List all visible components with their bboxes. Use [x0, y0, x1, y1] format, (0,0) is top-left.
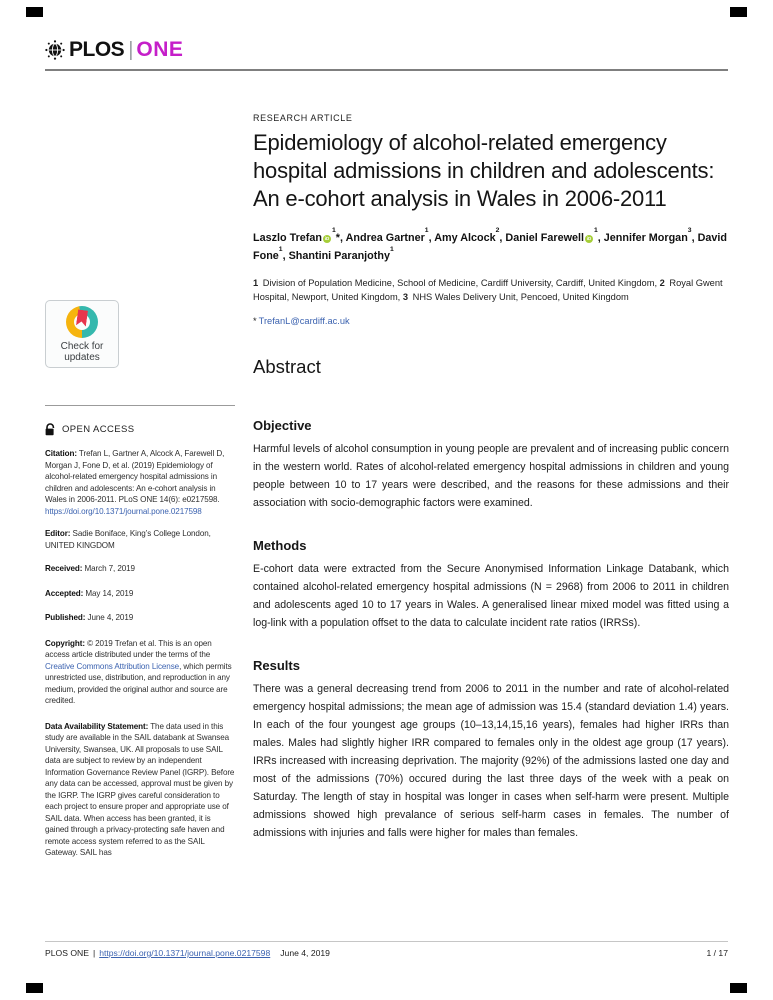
editor-text: Sadie Boniface, King’s College London, UNITED KINGDOM: [45, 529, 211, 550]
citation-doi-link[interactable]: https://doi.org/10.1371/journal.pone.0217598: [45, 506, 202, 516]
copyright-block: [45, 638, 235, 707]
author-superscript: 1: [332, 227, 336, 234]
data-availability-label: Data Availability Statement:: [45, 721, 149, 731]
affiliation-number: 2: [659, 278, 665, 289]
received-text: March 7, 2019: [82, 564, 135, 573]
cc-license-link[interactable]: Creative Commons Attribution License: [45, 661, 180, 671]
author: Andrea Gartner$^1$,: [345, 227, 435, 244]
author: David Fone$^1$,: [253, 231, 727, 263]
brand-separator: |: [128, 38, 134, 61]
crop-mark-bottom-left: [26, 983, 43, 993]
correspondence: [253, 316, 729, 326]
author-superscript: 1: [424, 227, 429, 234]
citation-label: Citation:: [45, 449, 77, 458]
affiliation-number: 1: [253, 278, 259, 289]
footer-left: [45, 948, 334, 958]
sidebar: [45, 300, 235, 859]
crossmark-icon: [66, 306, 98, 338]
plos-globe-icon: [45, 40, 65, 60]
accepted-block: [45, 588, 235, 600]
abstract-heading: Abstract: [253, 356, 321, 378]
affiliation-text: Division of Population Medicine, School of Medicine, Cardiff University, Cardiff, United Kingdom,: [260, 278, 660, 289]
open-access-row: [45, 423, 235, 436]
affiliations: [253, 276, 729, 304]
correspondence-star: *: [253, 316, 257, 327]
footer: [45, 941, 728, 958]
received-block: [45, 563, 235, 575]
author-superscript: 3: [687, 227, 692, 234]
editor-label: Editor:: [45, 529, 71, 538]
objective-text: Harmful levels of alcohol consumption in young people are prevalent and of increasing public concern in the western world. Rates of alcohol-related emergency hospital admissions in children and young people between 10 to 17 years were described, and the reasons for these admissions and their association with socio-demographic factors were examined.: [253, 443, 729, 510]
crop-mark-top-right: [730, 7, 747, 17]
author-superscript: 1: [389, 245, 394, 253]
author: Amy Alcock$^2$,: [434, 227, 506, 244]
copyright-text-before: © 2019 Trefan et al. This is an open access article distributed under the terms of the: [45, 638, 212, 659]
citation-text: Trefan L, Gartner A, Alcock A, Farewell D, Morgan J, Fone D, et al. (2019) Epidemiology of alcohol-related emergency hospital admissions in children and adolescents: An e-cohort analysis in Wales in 2006-2011. PLoS ONE 14(6): e0217598.: [45, 449, 225, 504]
open-lock-icon: [45, 423, 56, 436]
affiliation-number: 3: [402, 292, 409, 303]
objective-heading: Objective: [253, 418, 312, 434]
brand-plos: PLOS: [69, 38, 125, 61]
brand-one: ONE: [136, 38, 184, 61]
accepted-text: May 14, 2019: [83, 588, 134, 598]
author-list: [253, 227, 729, 264]
orcid-icon[interactable]: iD: [586, 235, 592, 241]
email-link[interactable]: TrefanL@cardiff.ac.uk: [258, 316, 350, 327]
crop-mark-top-left: [26, 7, 43, 17]
footer-journal: PLOS ONE: [45, 948, 89, 958]
article: [253, 113, 729, 842]
crop-mark-bottom-right: [730, 983, 747, 993]
footer-doi-link[interactable]: https://doi.org/10.1371/journal.pone.0217598: [99, 948, 271, 958]
copyright-text-after: , which permits unrestricted use, distribution, and reproduction in any medium, provided the original author and source are credited.: [45, 661, 232, 705]
page-indicator: 1 / 17: [706, 948, 728, 958]
affiliation-text: NHS Wales Delivery Unit, Pencoed, United Kingdom: [410, 292, 629, 303]
affiliation-text: Royal Gwent Hospital, Newport, United Kingdom,: [253, 278, 723, 303]
author: Laszlo Trefan $iD^1*$,: [253, 227, 346, 244]
published-text: June 4, 2019: [85, 613, 134, 622]
header-rule: [45, 69, 728, 71]
methods-text: E-cohort data were extracted from the Secure Anonymised Information Linkage Databank, which contained alcohol-related emergency hospital admissions (N = 2968) from 2006 to 2011 in children and adolescents aged 10 to 17 years in Wales. A generalised linear mixed model was fitted using a log-link with a population offset to the data to calculate incident rate ratios (IRRSs).: [253, 563, 729, 630]
author: Shantini Paranjothy$^1$: [288, 245, 394, 263]
open-access-label: OPEN ACCESS: [62, 423, 135, 435]
author-superscript: 1: [594, 227, 598, 234]
footer-separator: |: [92, 948, 96, 958]
research-article-label: RESEARCH ARTICLE: [253, 113, 353, 123]
copyright-label: Copyright:: [45, 638, 85, 648]
orcid-icon[interactable]: iD: [324, 235, 330, 241]
citation-block: [45, 448, 235, 517]
author-superscript: 2: [495, 227, 500, 234]
author-superscript: 1: [278, 245, 283, 253]
published-block: [45, 612, 235, 624]
check-updates-label: Check for updates: [60, 340, 104, 363]
results-heading: Results: [253, 658, 300, 674]
sidebar-divider: [45, 405, 235, 406]
footer-date: June 4, 2019: [280, 948, 330, 958]
editor-block: [45, 528, 235, 551]
methods-heading: Methods: [253, 538, 307, 554]
page-title: Epidemiology of alcohol-related emergency hospital admissions in children and adolescents: An e-cohort analysis in Wales in 2006-2011: [253, 130, 715, 211]
author: Jennifer Morgan$^3$,: [603, 227, 698, 244]
data-availability-block: [45, 721, 235, 859]
received-label: Received:: [45, 564, 83, 573]
published-label: Published:: [45, 613, 86, 622]
data-availability-text: The data used in this study are available in the SAIL databank at Swansea University, Swansea, UK. All proposals to use SAIL data are subject to review by an independent Information Governance Review Panel (IGRP). Before any data can be accessed, approval must be given by the IGRP. The IGRP gives careful consideration to each project to ensure proper and appropriate use of SAIL data. When access has been granted, it is gained through a privacy-protecting safe haven and remote access system referred to as the SAIL Gateway. SAIL has: [45, 721, 235, 857]
check-for-updates-badge[interactable]: [45, 300, 119, 368]
accepted-label: Accepted:: [45, 588, 84, 598]
author: Daniel Farewell $iD^1$,: [505, 227, 604, 244]
plos-one-logo: [45, 38, 183, 62]
results-text: There was a general decreasing trend from 2006 to 2011 in the number and rate of alcohol-related emergency hospital admissions; the mean age of admission was 15.4 (standard deviation 1.4) years. In each of the four youngest age groups (10–13,14,15,16 years), females had higher IRRs than males. Males had slightly higher IRR compared to females only in the oldest age group (17 years). IRRs increased with increasing deprivation. The majority (92%) of the admissions lasted one day and most of the admissions (70%) occured during the last three days of the week with a peak on Saturday. The length of stay in hospital was longer in cases when self-harm were present. Multiple admissions showed high prevalance of serious self-harm cases in females. The number of admissions with injuries and falls were higher for males than females.: [253, 683, 729, 840]
